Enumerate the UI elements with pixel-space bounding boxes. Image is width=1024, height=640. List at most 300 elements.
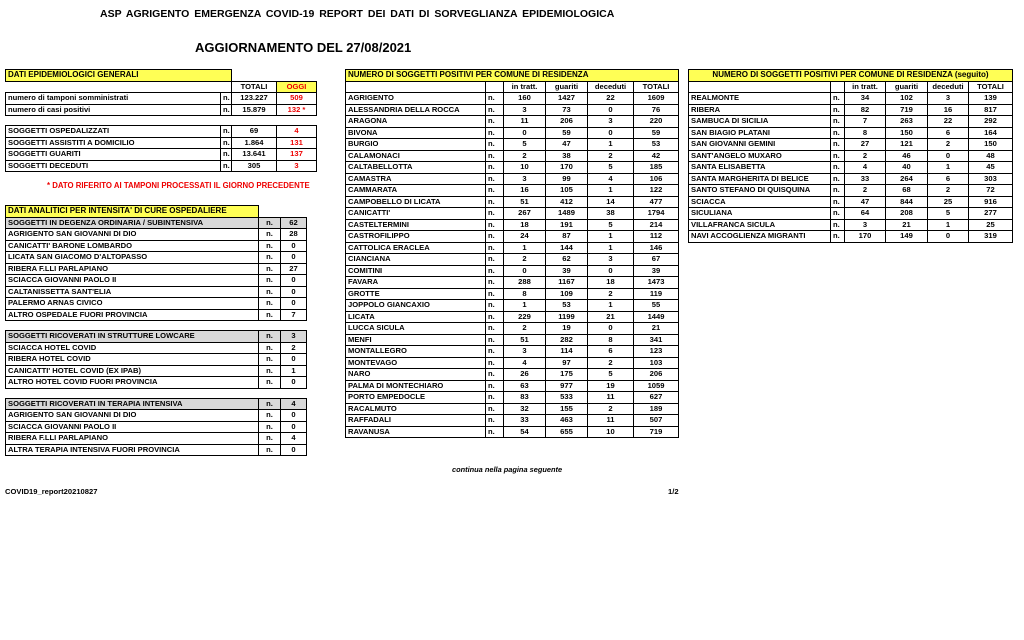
total-value: 1473 (634, 277, 679, 289)
in-treatment-value: 4 (504, 357, 546, 369)
in-treatment-value: 2 (504, 323, 546, 335)
row-label: ALTRO HOTEL COVID FUORI PROVINCIA (6, 377, 259, 389)
recovered-value: 463 (546, 415, 588, 427)
table-row (689, 104, 1013, 116)
in-treatment-value: 3 (504, 104, 546, 116)
recovered-value: 38 (546, 150, 588, 162)
recovered-value: 1199 (546, 311, 588, 323)
in-treatment-value: 33 (504, 415, 546, 427)
table-row (346, 357, 679, 369)
in-treatment-value: 3 (504, 346, 546, 358)
deceased-value: 19 (588, 380, 634, 392)
recovered-value: 21 (886, 219, 928, 231)
recovered-value: 102 (886, 93, 928, 105)
total-value: 53 (634, 139, 679, 151)
municipality-name: CAMMARATA (346, 185, 486, 197)
unit-label: n. (831, 116, 845, 128)
total-value: 72 (969, 185, 1013, 197)
total-value: 122 (634, 185, 679, 197)
in-treatment-value: 0 (504, 127, 546, 139)
unit-label: n. (259, 286, 281, 298)
table-row (689, 173, 1013, 185)
municipality-name: SANTO STEFANO DI QUISQUINA (689, 185, 831, 197)
row-value: 0 (281, 421, 307, 433)
recovered-value: 105 (546, 185, 588, 197)
municipality-name: JOPPOLO GIANCAXIO (346, 300, 486, 312)
municipality-name: CASTELTERMINI (346, 219, 486, 231)
row-label: SOGGETTI DECEDUTI (6, 160, 221, 172)
unit-label: n. (221, 104, 232, 116)
unit-label: n. (259, 377, 281, 389)
unit-label: n. (259, 263, 281, 275)
table-row (346, 415, 679, 427)
row-value: 0 (281, 444, 307, 456)
table-row (689, 127, 1013, 139)
deceased-value: 2 (928, 185, 969, 197)
in-treatment-value: 27 (845, 139, 886, 151)
row-value: 0 (281, 298, 307, 310)
spacer (281, 388, 307, 398)
row-label: LICATA SAN GIACOMO D'ALTOPASSO (6, 252, 259, 264)
spacer (277, 116, 317, 126)
row-value: 1 (281, 365, 307, 377)
table-row (346, 311, 679, 323)
row-label: CANICATTI' BARONE LOMBARDO (6, 240, 259, 252)
unit-label: n. (486, 185, 504, 197)
total-value: 45 (969, 162, 1013, 174)
municipality-table-continued (688, 69, 1013, 243)
unit-label: n. (831, 231, 845, 243)
unit-label: n. (831, 104, 845, 116)
group-row (6, 217, 307, 229)
recovered-value: 191 (546, 219, 588, 231)
recovered-value: 109 (546, 288, 588, 300)
row-value: 0 (281, 410, 307, 422)
deceased-value: 5 (588, 219, 634, 231)
row-label: SOGGETTI GUARITI (6, 149, 221, 161)
total-value: 106 (634, 173, 679, 185)
municipality-name: BURGIO (346, 139, 486, 151)
deceased-value: 16 (928, 104, 969, 116)
municipality-name: VILLAFRANCA SICULA (689, 219, 831, 231)
deceased-value: 18 (588, 277, 634, 289)
in-treatment-value: 4 (845, 162, 886, 174)
recovered-value: 977 (546, 380, 588, 392)
recovered-value: 263 (886, 116, 928, 128)
spacer (6, 81, 221, 93)
recovered-value: 206 (546, 116, 588, 128)
row-label: PALERMO ARNAS CIVICO (6, 298, 259, 310)
deceased-value: 1 (588, 300, 634, 312)
deceased-value: 3 (928, 93, 969, 105)
deceased-value: 21 (588, 311, 634, 323)
recovered-value: 39 (546, 265, 588, 277)
spacer (259, 388, 281, 398)
unit-label: n. (486, 162, 504, 174)
table-row (346, 127, 679, 139)
unit-label: n. (831, 150, 845, 162)
recovered-value: 40 (886, 162, 928, 174)
row-label: RIBERA HOTEL COVID (6, 354, 259, 366)
spacer (486, 81, 504, 93)
deceased-value: 5 (588, 162, 634, 174)
table-row (6, 104, 317, 116)
unit-label: n. (831, 208, 845, 220)
recovered-value: 97 (546, 357, 588, 369)
row-value: 7 (281, 309, 307, 321)
deceased-value: 1 (928, 219, 969, 231)
table-row (346, 403, 679, 415)
table-row (346, 162, 679, 174)
in-treatment-value: 16 (504, 185, 546, 197)
in-treatment-value: 83 (504, 392, 546, 404)
municipality-name: SICULIANA (689, 208, 831, 220)
row-value: 4 (281, 433, 307, 445)
spacer (232, 70, 317, 82)
unit-label: n. (259, 433, 281, 445)
group-label: SOGGETTI RICOVERATI IN STRUTTURE LOWCARE (6, 331, 259, 343)
recovered-value: 19 (546, 323, 588, 335)
header-row (689, 81, 1013, 93)
spacer (6, 321, 259, 331)
in-treatment-value: 2 (845, 150, 886, 162)
municipality-name: SANTA MARGHERITA DI BELICE (689, 173, 831, 185)
recovered-value: 59 (546, 127, 588, 139)
table-row (346, 208, 679, 220)
unit-label: n. (259, 275, 281, 287)
unit-label: n. (486, 311, 504, 323)
in-treatment-value: 34 (845, 93, 886, 105)
unit-label: n. (831, 219, 845, 231)
total-value: 55 (634, 300, 679, 312)
spacer (346, 81, 486, 93)
today-value: 509 (277, 93, 317, 105)
recovered-value: 47 (546, 139, 588, 151)
unit-label: n. (486, 415, 504, 427)
recovered-value: 170 (546, 162, 588, 174)
in-treatment-value: 229 (504, 311, 546, 323)
table-row (346, 323, 679, 335)
unit-label: n. (259, 298, 281, 310)
in-treatment-value: 64 (845, 208, 886, 220)
in-treatment-value: 288 (504, 277, 546, 289)
total-value: 189 (634, 403, 679, 415)
group-value: 3 (281, 331, 307, 343)
recovered-value: 412 (546, 196, 588, 208)
table-row (346, 93, 679, 105)
municipality-name: GROTTE (346, 288, 486, 300)
deceased-value: 2 (588, 357, 634, 369)
recovered-value: 99 (546, 173, 588, 185)
municipality-name: CANICATTI' (346, 208, 486, 220)
total-value: 206 (634, 369, 679, 381)
municipality-name: CAMPOBELLO DI LICATA (346, 196, 486, 208)
recovered-value: 533 (546, 392, 588, 404)
unit-label: n. (486, 380, 504, 392)
spacer (6, 388, 259, 398)
municipality-name: ARAGONA (346, 116, 486, 128)
recovered-value: 1489 (546, 208, 588, 220)
municipality-name: NAVI ACCOGLIENZA MIGRANTI (689, 231, 831, 243)
total-value: 185 (634, 162, 679, 174)
table-row (6, 421, 307, 433)
municipality-name: CALAMONACI (346, 150, 486, 162)
municipality-name: CASTROFILIPPO (346, 231, 486, 243)
row-label: CANICATTI' HOTEL COVID (EX IPAB) (6, 365, 259, 377)
deceased-value: 11 (588, 415, 634, 427)
row-label: SCIACCA HOTEL COVID (6, 342, 259, 354)
unit-label: n. (486, 254, 504, 266)
group-row (6, 331, 307, 343)
total-value: 69 (232, 126, 277, 138)
total-value: 103 (634, 357, 679, 369)
deceased-value: 0 (588, 127, 634, 139)
recovered-value: 655 (546, 426, 588, 438)
deceased-value: 2 (588, 403, 634, 415)
report-header: ASP AGRIGENTO EMERGENZA COVID-19 REPORT DEI DATI DI SORVEGLIANZA EPIDEMIOLOGICA (100, 8, 615, 20)
in-treatment-value: 160 (504, 93, 546, 105)
municipality-name: SANTA ELISABETTA (689, 162, 831, 174)
unit-label: n. (486, 403, 504, 415)
table-row (346, 150, 679, 162)
column-header: TOTALI (634, 81, 679, 93)
unit-label: n. (831, 196, 845, 208)
unit-label: n. (486, 242, 504, 254)
row-label: AGRIGENTO SAN GIOVANNI DI DIO (6, 229, 259, 241)
column-header: guariti (886, 81, 928, 93)
unit-label: n. (486, 323, 504, 335)
column-header-totali: TOTALI (232, 81, 277, 93)
municipality-name: RAFFADALI (346, 415, 486, 427)
recovered-value: 282 (546, 334, 588, 346)
table-row (6, 309, 307, 321)
table-row (6, 240, 307, 252)
row-label: numero di casi positivi (6, 104, 221, 116)
total-value: 76 (634, 104, 679, 116)
municipality-name: RAVANUSA (346, 426, 486, 438)
deceased-value: 8 (588, 334, 634, 346)
unit-label: n. (486, 116, 504, 128)
unit-label: n. (259, 309, 281, 321)
unit-label: n. (831, 93, 845, 105)
row-value: 0 (281, 354, 307, 366)
unit-label: n. (486, 300, 504, 312)
column-header: in tratt. (504, 81, 546, 93)
table-row (346, 380, 679, 392)
group-label: SOGGETTI RICOVERATI IN TERAPIA INTENSIVA (6, 398, 259, 410)
municipality-name: SAN GIOVANNI GEMINI (689, 139, 831, 151)
today-value: 3 (277, 160, 317, 172)
total-value: 507 (634, 415, 679, 427)
table-row (689, 93, 1013, 105)
total-value: 916 (969, 196, 1013, 208)
deceased-value: 0 (588, 265, 634, 277)
total-value: 150 (969, 139, 1013, 151)
deceased-value: 0 (588, 104, 634, 116)
hospital-table (5, 205, 307, 456)
row-value: 0 (281, 240, 307, 252)
table-row (6, 444, 307, 456)
recovered-value: 73 (546, 104, 588, 116)
in-treatment-value: 51 (504, 334, 546, 346)
deceased-value: 1 (588, 139, 634, 151)
unit-label: n. (221, 93, 232, 105)
in-treatment-value: 33 (845, 173, 886, 185)
row-label: SOGGETTI ASSISTITI A DOMICILIO (6, 137, 221, 149)
row-label: numero di tamponi somministrati (6, 93, 221, 105)
header-row (346, 81, 679, 93)
recovered-value: 62 (546, 254, 588, 266)
spacer (259, 206, 307, 218)
table-row (346, 254, 679, 266)
deceased-value: 6 (928, 173, 969, 185)
unit-label: n. (831, 139, 845, 151)
municipality-name: SAMBUCA DI SICILIA (689, 116, 831, 128)
table-row (6, 365, 307, 377)
row-value: 28 (281, 229, 307, 241)
general-data-table (5, 69, 317, 172)
table-row (346, 334, 679, 346)
table-row (346, 185, 679, 197)
deceased-value: 22 (928, 116, 969, 128)
unit-label: n. (486, 369, 504, 381)
unit-label: n. (486, 104, 504, 116)
total-value: 59 (634, 127, 679, 139)
deceased-value: 1 (588, 231, 634, 243)
in-treatment-value: 8 (845, 127, 886, 139)
in-treatment-value: 32 (504, 403, 546, 415)
table-row (6, 342, 307, 354)
recovered-value: 208 (886, 208, 928, 220)
in-treatment-value: 2 (504, 150, 546, 162)
recovered-value: 1427 (546, 93, 588, 105)
in-treatment-value: 3 (504, 173, 546, 185)
municipality-name: MONTALLEGRO (346, 346, 486, 358)
total-value: 123.227 (232, 93, 277, 105)
table-row (6, 93, 317, 105)
municipality-name: AGRIGENTO (346, 93, 486, 105)
spacer (281, 321, 307, 331)
unit-label: n. (486, 265, 504, 277)
total-value: 477 (634, 196, 679, 208)
row-value: 0 (281, 275, 307, 287)
unit-label: n. (486, 334, 504, 346)
total-value: 319 (969, 231, 1013, 243)
deceased-value: 11 (588, 392, 634, 404)
unit-label: n. (259, 421, 281, 433)
table-row (689, 196, 1013, 208)
table-row (346, 219, 679, 231)
total-value: 277 (969, 208, 1013, 220)
deceased-value: 14 (588, 196, 634, 208)
column-header-oggi: OGGI (277, 81, 317, 93)
unit-label: n. (259, 240, 281, 252)
table-row (6, 410, 307, 422)
unit-label: n. (221, 137, 232, 149)
table-row (346, 139, 679, 151)
table-row (6, 263, 307, 275)
unit-label: n. (486, 196, 504, 208)
table-row (689, 219, 1013, 231)
continue-note: continua nella pagina seguente (452, 465, 563, 474)
municipality-name: RIBERA (689, 104, 831, 116)
municipality-name: RACALMUTO (346, 403, 486, 415)
total-value: 139 (969, 93, 1013, 105)
recovered-value: 68 (886, 185, 928, 197)
table-row (6, 275, 307, 287)
table-row (346, 288, 679, 300)
total-value: 341 (634, 334, 679, 346)
recovered-value: 1167 (546, 277, 588, 289)
unit-label: n. (221, 149, 232, 161)
table-row (6, 252, 307, 264)
total-value: 214 (634, 219, 679, 231)
today-value: 4 (277, 126, 317, 138)
table-title-row (6, 70, 317, 82)
row-value: 27 (281, 263, 307, 275)
group-row (6, 398, 307, 410)
total-value: 303 (969, 173, 1013, 185)
in-treatment-value: 18 (504, 219, 546, 231)
recovered-value: 719 (886, 104, 928, 116)
group-label: SOGGETTI IN DEGENZA ORDINARIA / SUBINTENSIVA (6, 217, 259, 229)
recovered-value: 46 (886, 150, 928, 162)
in-treatment-value: 0 (504, 265, 546, 277)
in-treatment-value: 82 (845, 104, 886, 116)
municipality-name: PORTO EMPEDOCLE (346, 392, 486, 404)
spacer (689, 81, 831, 93)
total-value: 21 (634, 323, 679, 335)
in-treatment-value: 8 (504, 288, 546, 300)
row-label: SCIACCA GIOVANNI PAOLO II (6, 421, 259, 433)
recovered-value: 114 (546, 346, 588, 358)
municipality-table (345, 69, 679, 438)
unit-label: n. (486, 208, 504, 220)
recovered-value: 175 (546, 369, 588, 381)
spacer (221, 116, 232, 126)
table-row (6, 298, 307, 310)
gap-row (6, 321, 307, 331)
unit-label: n. (831, 185, 845, 197)
total-value: 15.879 (232, 104, 277, 116)
total-value: 627 (634, 392, 679, 404)
update-date-title: AGGIORNAMENTO DEL 27/08/2021 (195, 40, 412, 55)
total-value: 305 (232, 160, 277, 172)
table-row (689, 185, 1013, 197)
unit-label: n. (259, 229, 281, 241)
row-label: ALTRO OSPEDALE FUORI PROVINCIA (6, 309, 259, 321)
deceased-value: 6 (928, 127, 969, 139)
municipality-name: BIVONA (346, 127, 486, 139)
spacer (6, 116, 221, 126)
in-treatment-value: 24 (504, 231, 546, 243)
deceased-value: 0 (928, 150, 969, 162)
deceased-value: 2 (588, 150, 634, 162)
recovered-value: 264 (886, 173, 928, 185)
in-treatment-value: 7 (845, 116, 886, 128)
municipality-name: MONTEVAGO (346, 357, 486, 369)
table-row (346, 300, 679, 312)
column-header: deceduti (588, 81, 634, 93)
municipality-name: REALMONTE (689, 93, 831, 105)
spacer (221, 81, 232, 93)
unit-label: n. (259, 331, 281, 343)
deceased-value: 0 (928, 231, 969, 243)
table-row (346, 231, 679, 243)
municipality-name: PALMA DI MONTECHIARO (346, 380, 486, 392)
in-treatment-value: 1 (504, 242, 546, 254)
today-value: 137 (277, 149, 317, 161)
